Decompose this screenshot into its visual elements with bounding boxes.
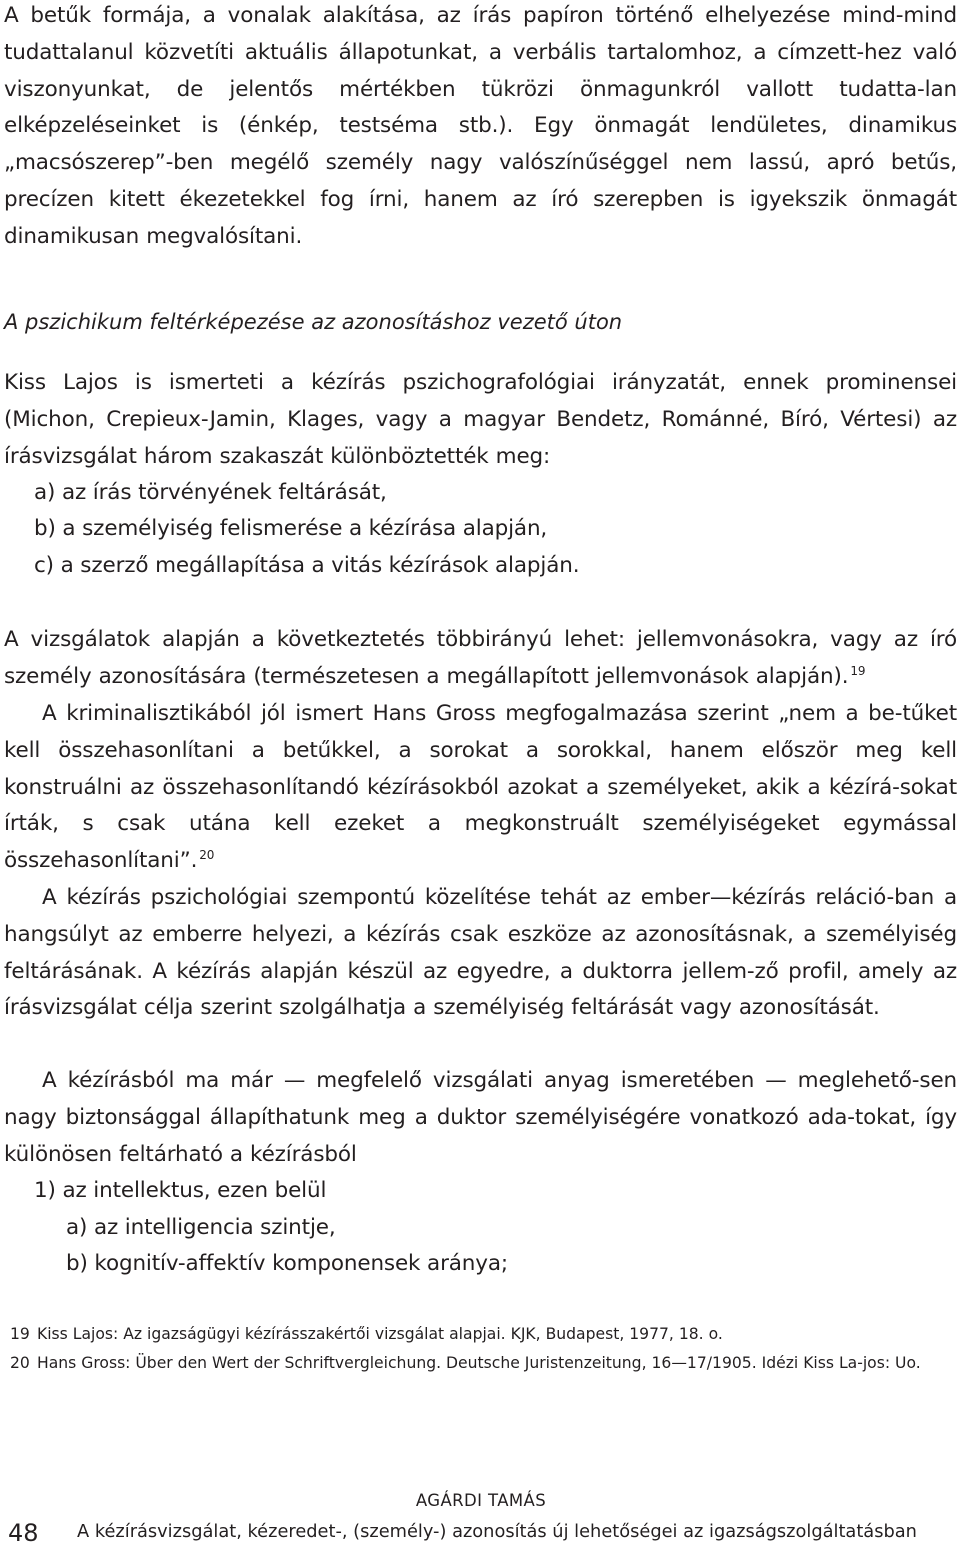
running-title: A kézírásvizsgálat, kézeredet-, (személy-) azonosítás új lehetőségei az igazságszolgáltatásban bbox=[77, 1521, 917, 1542]
body-paragraph-3 bbox=[4, 622, 957, 696]
footnote-ref-20[interactable]: 20 bbox=[199, 848, 215, 863]
page-number: 48 bbox=[8, 1519, 39, 1547]
list-item-1: 1) az intellektus, ezen belül bbox=[34, 1178, 327, 1203]
footnote-text: Hans Gross: Über den Wert der Schriftvergleichung. Deutsche Juristenzeitung, 16—17/1905. Idézi Kiss La-jos: Uo. bbox=[37, 1353, 921, 1372]
body-paragraph-2: Kiss Lajos is ismerteti a kézírás pszichografológiai irányzatát, ennek prominensei (Michon, Crepieux-Jamin, Klages, vagy a magyar Bendetz, Románné, Bíró, Vértesi) az írásvizsgálat három szakaszát különböztették meg: bbox=[4, 370, 957, 469]
footnotes bbox=[10, 1320, 955, 1377]
footnote-number: 20 bbox=[10, 1353, 30, 1372]
body-paragraph-4 bbox=[4, 696, 957, 880]
body-paragraph-1: A betűk formája, a vonalak alakítása, az írás papíron történő elhelyezése mind-mind tudattalanul közvetíti aktuális állapotunkat, a verbális tartalomhoz, a címzett-hez való viszonyunkat, de jelentős mértékben tükrözi önmagunkról vallott tudatta-lan elképzeléseinket is (énkép, testséma stb.). Egy önmagát lendületes, dinamikus „macsószerep”-ben megélő személy nagy valószínűséggel nem lassú, apró betűs, precízen kitett ékezetekkel fog írni, hanem az író szerepben is igyekszik önmagát dinamikusan megvalósítani. bbox=[4, 3, 957, 249]
list-item-1b: b) kognitív-affektív komponensek aránya; bbox=[66, 1251, 508, 1276]
list-item-b: b) a személyiség felismerése a kézírása alapján, bbox=[34, 516, 548, 541]
footnote-19 bbox=[10, 1320, 955, 1349]
footer-author bbox=[0, 1491, 960, 1510]
list-item-c: c) a szerző megállapítása a vitás kézírások alapján. bbox=[34, 553, 580, 578]
footnote-number: 19 bbox=[10, 1325, 30, 1343]
body-paragraph-3-text: A vizsgálatok alapján a következtetés többirányú lehet: jellemvonásokra, vagy az író személy azonosítására (természetesen a megállapított jellemvonások alapján). bbox=[4, 627, 957, 689]
body-paragraph-5: A kézírás pszichológiai szempontú közelítése tehát az ember—kézírás reláció-ban a hangsúlyt az emberre helyezi, a kézírás csak eszköze az azonosításnak, a személyiség feltárásának. A kézírás alapján készül az egyedre, a duktorra jellem-ző profil, amely az írásvizsgálat célja szerint szolgálhatja a személyiség feltárását vagy azonosítását. bbox=[4, 885, 957, 1021]
body-paragraph-4-text: A kriminalisztikából jól ismert Hans Gross megfogalmazása szerint „nem a be-tűket kell összehasonlítani a betűkkel, a sorokat a sorokkal, hanem először meg kell konstruálni az összehasonlítandó kézírásokból azokat a személyeket, akik a kézírá-sokat írták, s csak utána kell ezeket a megkonstruált személyiségeket egymással összehasonlítani”. bbox=[4, 701, 957, 874]
footnote-text: Kiss Lajos: Az igazságügyi kézírásszakértői vizsgálat alapjai. KJK, Budapest, 1977, 18. o. bbox=[37, 1325, 723, 1343]
list-item-1a: a) az intelligencia szintje, bbox=[66, 1215, 336, 1240]
section-heading: A pszichikum feltérképezése az azonosításhoz vezető úton bbox=[4, 310, 623, 334]
footer-author-text: AGÁRDI TAMÁS bbox=[415, 1491, 547, 1510]
footnote-ref-19[interactable]: 19 bbox=[850, 663, 866, 678]
list-item-a: a) az írás törvényének feltárását, bbox=[34, 480, 387, 505]
footnote-20 bbox=[10, 1349, 955, 1378]
body-paragraph-6: A kézírásból ma már — megfelelő vizsgálati anyag ismeretében — meglehető-sen nagy biztonsággal állapíthatunk meg a duktor személyiségére vonatkozó ada-tokat, így különösen feltárható a kézírásból bbox=[4, 1068, 957, 1167]
